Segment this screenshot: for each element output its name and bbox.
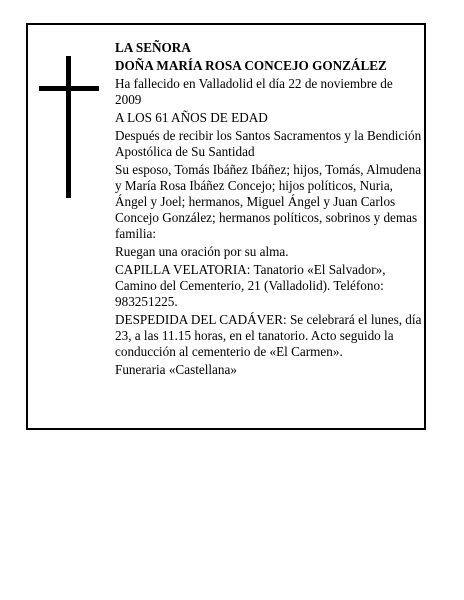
cross-horizontal-bar (39, 86, 99, 91)
chapel-info: CAPILLA VELATORIA: Tanatorio «El Salvador», Camino del Cementerio, 21 (Valladolid). Teléfono: 983251225. (115, 262, 386, 309)
age-line: A LOS 61 AÑOS DE EDAD (115, 110, 268, 125)
notice-title-line-2: DOÑA MARÍA ROSA CONCEJO GONZÁLEZ (115, 58, 387, 73)
notice-text (115, 40, 422, 380)
death-announcement: Ha fallecido en Valladolid el día 22 de noviembre de 2009 (115, 76, 393, 107)
cross-icon (39, 56, 99, 198)
notice-title-line-1: LA SEÑORA (115, 40, 191, 55)
funeral-home: Funeraria «Castellana» (115, 362, 237, 377)
sacraments-line: Después de recibir los Santos Sacramentos y la Bendición Apostólica de Su Santidad (115, 128, 422, 159)
family-list: Su esposo, Tomás Ibáñez Ibáñez; hijos, Tomás, Almudena y María Rosa Ibáñez Concejo; hijos políticos, Nuria, Ángel y Joel; hermanos, Miguel Ángel y Juan Carlos Concejo González; hermanos políticos, sobrinos y demas familia: (115, 162, 422, 241)
farewell-info: DESPEDIDA DEL CADÁVER: Se celebrará el lunes, día 23, a las 11.15 horas, en el tanatorio. Acto seguido la conducción al cementerio de «El Carmen». (115, 312, 422, 359)
obituary-notice (26, 23, 426, 430)
cross-vertical-bar (66, 56, 71, 198)
prayer-request: Ruegan una oración por su alma. (115, 244, 289, 259)
